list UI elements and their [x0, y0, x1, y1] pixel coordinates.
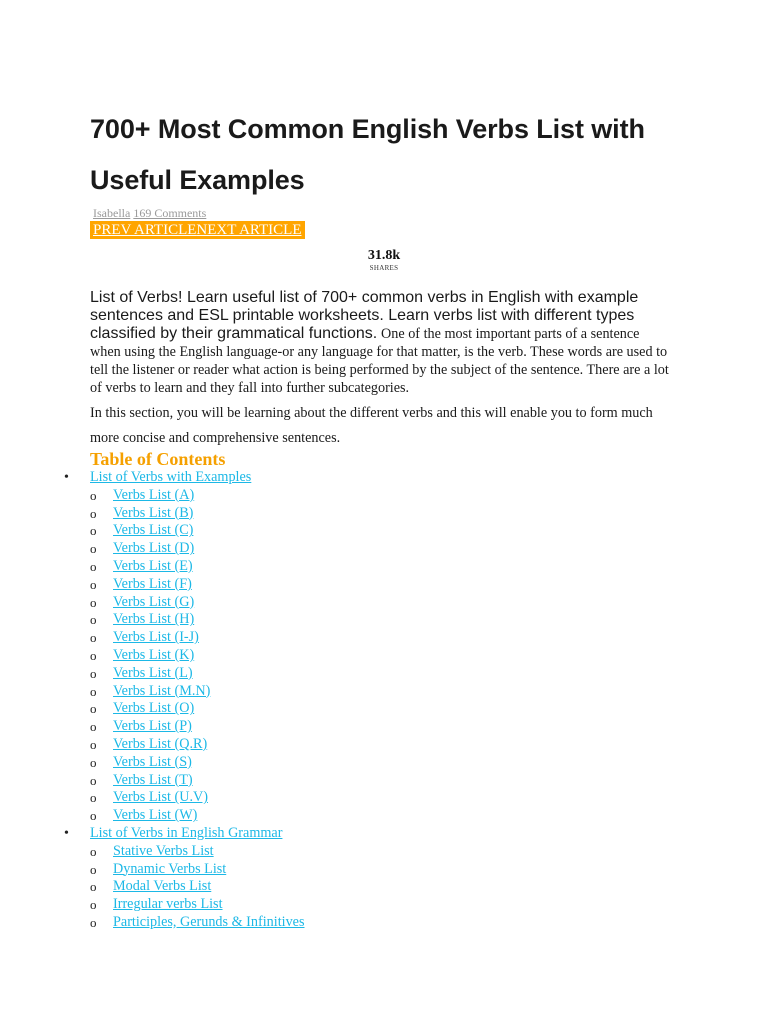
toc-item	[90, 736, 690, 754]
toc-item-link[interactable]: Verbs List (I-J)	[113, 629, 199, 646]
byline	[93, 206, 690, 220]
toc-item-link[interactable]: Irregular verbs List	[113, 896, 223, 913]
intro-paragraph	[90, 289, 670, 397]
shares-label: SHARES	[369, 264, 399, 272]
toc-item-link[interactable]: Stative Verbs List	[113, 842, 214, 859]
toc-item	[90, 896, 690, 914]
toc-item	[90, 647, 690, 665]
intro-serif-text: One of the most important parts of a sentence when using the English language-or any language for that matter, is the verb. These words are used to tell the listener or reader what action is being performed by the subject of the sentence. There are a lot of verbs to learn and they fall into further subcategories.	[90, 326, 669, 396]
toc-item-link[interactable]: Verbs List (P)	[113, 718, 192, 735]
toc-list	[64, 469, 690, 932]
toc-item	[90, 878, 690, 896]
toc-item	[90, 807, 690, 825]
prev-article-link[interactable]: PREV ARTICLE	[93, 222, 197, 238]
toc-item-link[interactable]: Verbs List (E)	[113, 557, 193, 574]
toc-item	[90, 843, 690, 861]
section-paragraph: In this section, you will be learning about the different verbs and this will enable you to form much more concise and comprehensive sentences.	[90, 405, 653, 446]
article-title: 700+ Most Common English Verbs List with Useful Examples	[90, 114, 645, 195]
toc-item	[90, 505, 690, 523]
toc-item	[90, 718, 690, 736]
next-article-link[interactable]: NEXT ARTICLE	[196, 222, 302, 238]
intro-sans-text: List of Verbs! Learn useful list of 700+ common verbs in English with example sentences and ESL printable worksheets. Learn verbs list with different types classified by their grammatical functions.	[90, 289, 639, 342]
toc-item-link[interactable]: Verbs List (F)	[113, 575, 192, 592]
toc-section	[64, 469, 690, 825]
toc-sublist	[90, 843, 690, 932]
toc-item-link[interactable]: Participles, Gerunds & Infinitives	[113, 913, 305, 930]
toc-title: Table of Contents	[90, 449, 226, 469]
toc-item	[90, 914, 690, 932]
toc-item-link[interactable]: Verbs List (A)	[113, 486, 195, 503]
toc-item-link[interactable]: Verbs List (U.V)	[113, 789, 208, 806]
shares-count: 31.8k	[367, 248, 401, 263]
toc-item	[90, 522, 690, 540]
toc-item	[90, 700, 690, 718]
toc-item	[90, 576, 690, 594]
toc-item	[90, 754, 690, 772]
toc-item-link[interactable]: Verbs List (O)	[113, 700, 195, 717]
toc-item	[90, 540, 690, 558]
toc-item-link[interactable]: Verbs List (M.N)	[113, 682, 211, 699]
toc-item-link[interactable]: Verbs List (D)	[113, 540, 195, 557]
toc-item-link[interactable]: Verbs List (Q.R)	[113, 735, 208, 752]
toc-section	[64, 825, 690, 932]
toc-item-link[interactable]: Modal Verbs List	[113, 878, 212, 895]
toc-item	[90, 789, 690, 807]
toc-section-link[interactable]: List of Verbs in English Grammar	[90, 824, 283, 841]
comments-link[interactable]: 169 Comments	[133, 206, 207, 220]
toc-item	[90, 861, 690, 879]
toc-item	[90, 683, 690, 701]
toc-item-link[interactable]: Verbs List (G)	[113, 593, 195, 610]
toc-item	[90, 558, 690, 576]
author-link[interactable]: Isabella	[93, 206, 131, 220]
toc-item	[90, 487, 690, 505]
toc-item-link[interactable]: Verbs List (L)	[113, 664, 193, 681]
toc-item-link[interactable]: Verbs List (T)	[113, 771, 193, 788]
toc-section-link[interactable]: List of Verbs with Examples	[90, 469, 252, 485]
toc-sublist	[90, 487, 690, 825]
toc-item-link[interactable]: Verbs List (W)	[113, 807, 198, 824]
toc-item-link[interactable]: Verbs List (K)	[113, 646, 195, 663]
toc-item	[90, 665, 690, 683]
toc-item-link[interactable]: Dynamic Verbs List	[113, 860, 227, 877]
toc-item-link[interactable]: Verbs List (S)	[113, 753, 192, 770]
toc-item	[90, 772, 690, 790]
toc-item-link[interactable]: Verbs List (B)	[113, 504, 194, 521]
toc-item	[90, 594, 690, 612]
toc-item-link[interactable]: Verbs List (H)	[113, 611, 195, 628]
toc-item	[90, 611, 690, 629]
article-nav	[90, 221, 305, 239]
toc-item	[90, 629, 690, 647]
toc-item-link[interactable]: Verbs List (C)	[113, 522, 194, 539]
article	[90, 104, 690, 932]
share-counter	[90, 248, 678, 273]
